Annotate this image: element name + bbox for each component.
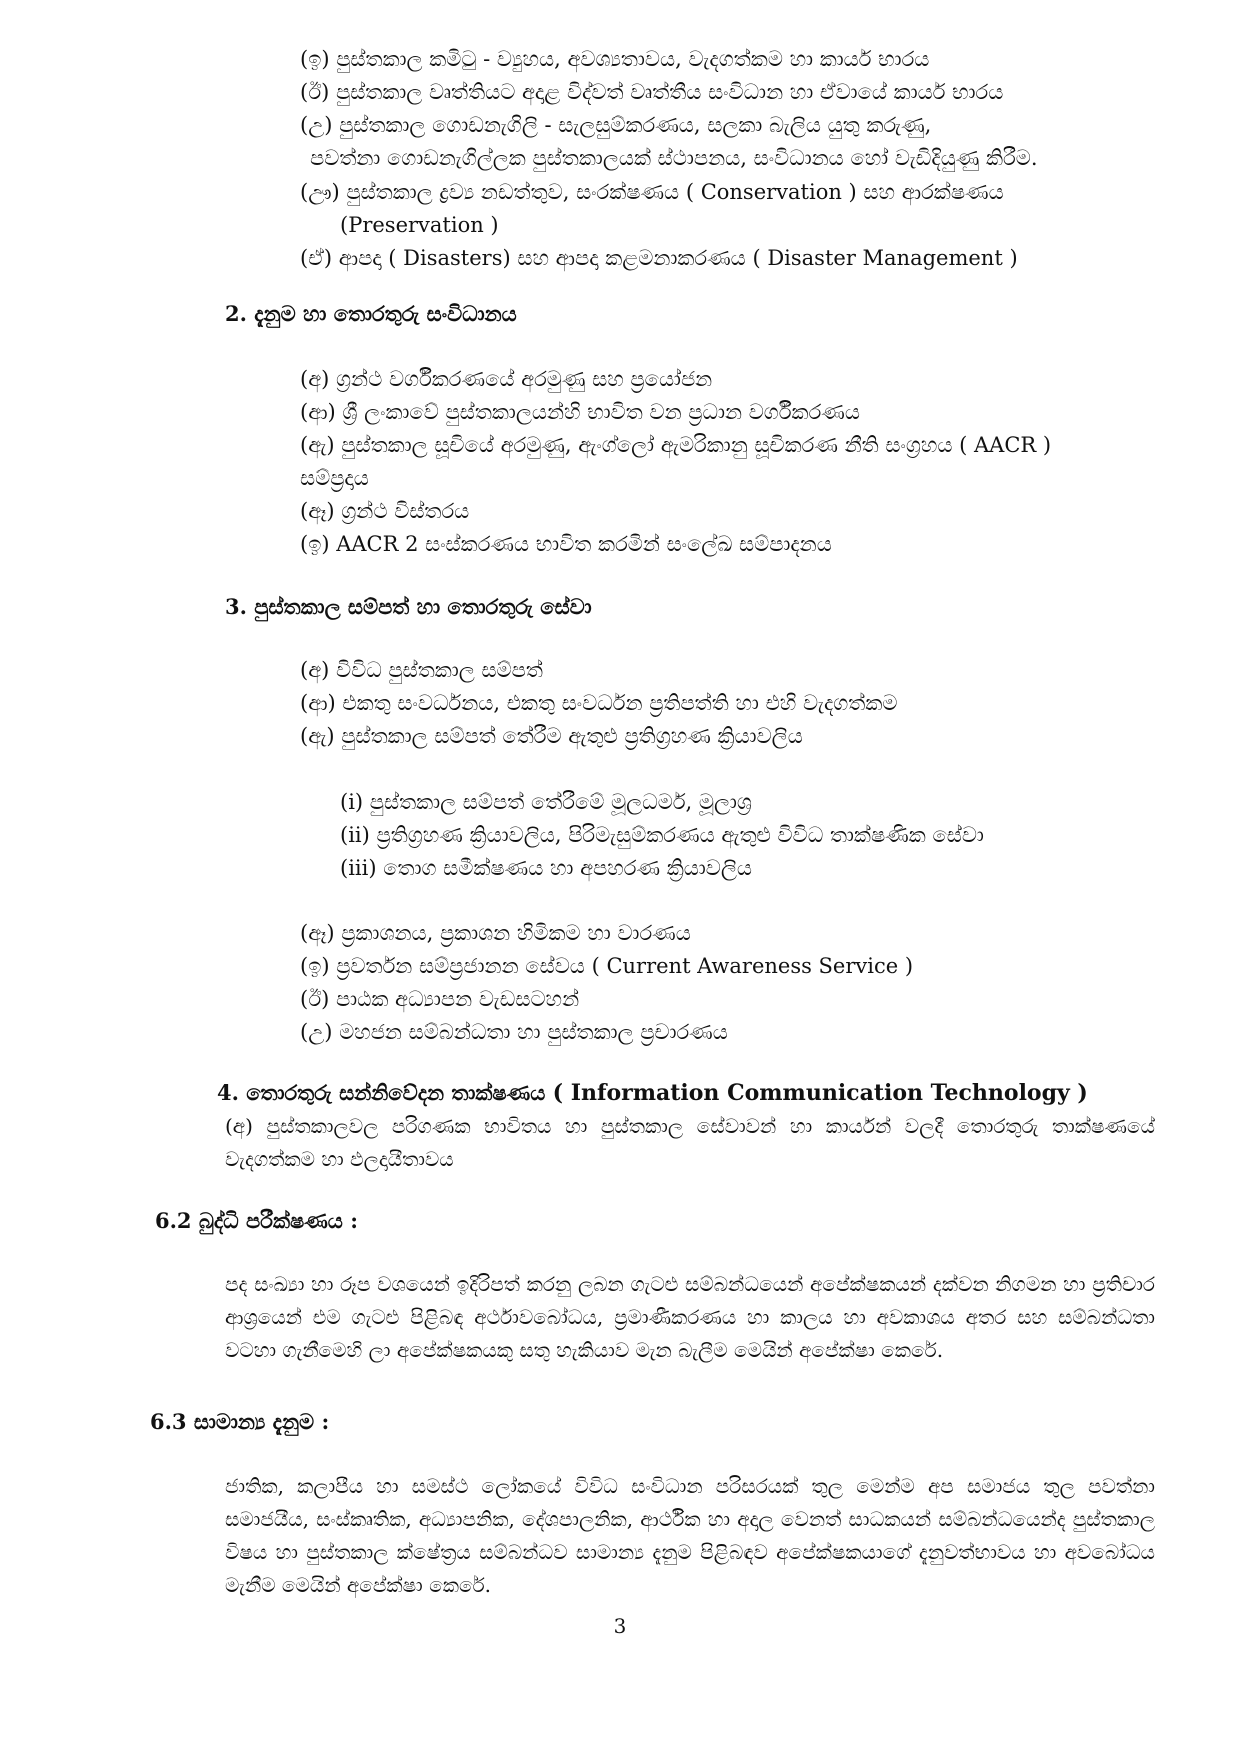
section-heading — [217, 1078, 1088, 1108]
sub-list-item: (iii) තොග සමීක්ෂණය හා අපහරණ ක්‍රියාවලිය — [340, 856, 752, 880]
list-item: (ඈ) ප්‍රකාශනය, ප්‍රකාශන හිමිකම හා වාරණය — [300, 921, 691, 945]
sub-list-item: (i) පුස්තකාල සම්පත් තේරීමේ මූලධර්ම, මූලාශ්‍ර — [340, 790, 752, 814]
list-item: (ඉ) පුස්තකාල කමිටු - ව්‍යුහය, අවශ්‍යතාවය, වැදගත්කම හා කාර්ය භාරය — [300, 47, 930, 71]
list-item: (උ) මහජන සම්බන්ධතා හා පුස්තකාල ප්‍රචාරණය — [300, 1020, 728, 1044]
page-number: 3 — [613, 1614, 627, 1638]
section-heading-sinhala: 4. තොරතුරු සන්නිවේදන තාක්ෂණය — [217, 1080, 546, 1105]
list-item: (ඇ) පුස්තකාල සූචියේ අරමුණු, ඇංග්ලෝ ඇමරිකානු සූචිකරණ නීති සංග්‍රහය ( AACR ) — [300, 433, 1052, 457]
list-item: (උ) පුස්තකාල ගොඩනැගිලි - සැලසුම්කරණය, සලකා බැලිය යුතු කරුණු, — [300, 113, 932, 137]
list-item: (අ) විවිධ පුස්තකාල සම්පත් — [300, 658, 543, 682]
list-item: (ඊ) පාඨක අධ්‍යාපන වැඩසටහන් — [300, 987, 580, 1011]
list-item: (ආ) එකතු සංවර්ධනය, එකතු සංවර්ධන ප්‍රතිපත්ති හා එහි වැදගත්කම — [300, 691, 898, 715]
list-item: (ඌ) පුස්තකාල ද්‍රව්‍ය නඩත්තුව, සංරක්ෂණය ( Conservation ) සහ ආරක්ෂණය — [300, 180, 1004, 204]
sub-list-item: (ii) ප්‍රතිග්‍රහණ ක්‍රියාවලිය, පිරිමැසුම්කරණය ඇතුළු විවිධ තාක්ෂණික සේවා — [340, 823, 984, 847]
list-item: (ඈ) ග්‍රන්ථ විස්තරය — [300, 499, 470, 523]
list-item: (ඇ) පුස්තකාල සම්පත් තේරීම ඇතුළු ප්‍රතිග්‍රහණ ක්‍රියාවලිය — [300, 724, 803, 748]
section-heading-english: ( Information Communication Technology ) — [552, 1080, 1088, 1106]
section-paragraph: පද සංඛ්‍යා හා රූප වශයෙන් ඉදිරිපත් කරනු ලබන ගැටළු සම්බන්ධයෙන් අපේක්ෂකයන් දක්වන නිගමන හා ප්‍රතිචාර ආශ්‍රයෙන් එම ගැටළු පිළිබඳ අර්ථාවබෝධය, ප්‍රමාණීකරණය හා කාලය හා අවකාශය අතර සහ සම්බන්ධතා වටහා ගැනීමෙහි ලා අපේක්ෂකයකු සතු හැකියාව මැන බැලීම මෙයින් අපේක්ෂා කෙරේ. — [225, 1272, 1155, 1362]
list-item-continuation: (Preservation ) — [340, 213, 499, 237]
list-item: (ඉ) ප්‍රවර්තන සම්ප්‍රජානන සේවය ( Current Awareness Service ) — [300, 954, 914, 978]
section-paragraph: (අ) පුස්තකාලවල පරිගණක භාවිතය හා පුස්තකාල සේවාවන් හා කාර්යන් වලදී තොරතුරු තාක්ෂණයේ වැදගත්කම හා ඵලදායීතාවය — [225, 1114, 1155, 1171]
list-item: (අ) ග්‍රන්ථ වර්ගීකරණයේ අරමුණු සහ ප්‍රයෝජන — [300, 367, 713, 391]
section-heading: 6.2 බුද්ධි පරීක්ෂණය : — [155, 1208, 358, 1233]
section-heading: 6.3 සාමාන්‍ය දැනුම : — [150, 1409, 330, 1434]
list-item: (ඊ) පුස්තකාල වෘත්තියට අදාළ විද්වත් වෘත්තීය සංවිධාන හා ඒවායේ කාර්ය භාරය — [300, 80, 1004, 104]
section-paragraph: ජාතික, කලාපීය හා සමස්ථ ලෝකයේ විවිධ සංවිධාන පරිසරයක් තුල මෙන්ම අප සමාජය තුල පවත්නා සමාජයීය, සංස්කෘතික, අධ්‍යාපනික, දේශපාලනික, ආර්ථික හා අදාල වෙනත් සාධකයන් සම්බන්ධයෙන්ද පුස්තකාල විෂය හා පුස්තකාල ක්ෂේත්‍රය සම්බන්ධව සාමාන්‍ය දැනුම පිළිබඳව අපේක්ෂකයාගේ දැනුවත්භාවය හා අවබෝධය මැනීම මෙයින් අපේක්ෂා කෙරේ. — [225, 1474, 1155, 1597]
list-item: (ඒ) ආපදා ( Disasters) සහ ආපදා කළමනාකරණය ( Disaster Management ) — [300, 246, 1018, 270]
section-heading: 2. දැනුම හා තොරතුරු සංවිධානය — [225, 301, 517, 326]
list-item-continuation: සම්ප්‍රදාය — [300, 466, 369, 490]
list-item-continuation: පවත්නා ගොඩනැගිල්ලක පුස්තකාලයක් ස්ථාපනය, සංවිධානය හෝ වැඩිදියුණු කිරීම. — [310, 146, 1038, 170]
section-heading: 3. පුස්තකාල සම්පත් හා තොරතුරු සේවා — [225, 594, 592, 619]
list-item: (ඉ) AACR 2 සංස්කරණය භාවිත කරමින් සංලේඛ සම්පාදනය — [300, 532, 832, 556]
list-item: (ආ) ශ්‍රී ලංකාවේ පුස්තකාලයන්හි භාවිත වන ප්‍රධාන වර්ගීකරණය — [300, 400, 860, 424]
